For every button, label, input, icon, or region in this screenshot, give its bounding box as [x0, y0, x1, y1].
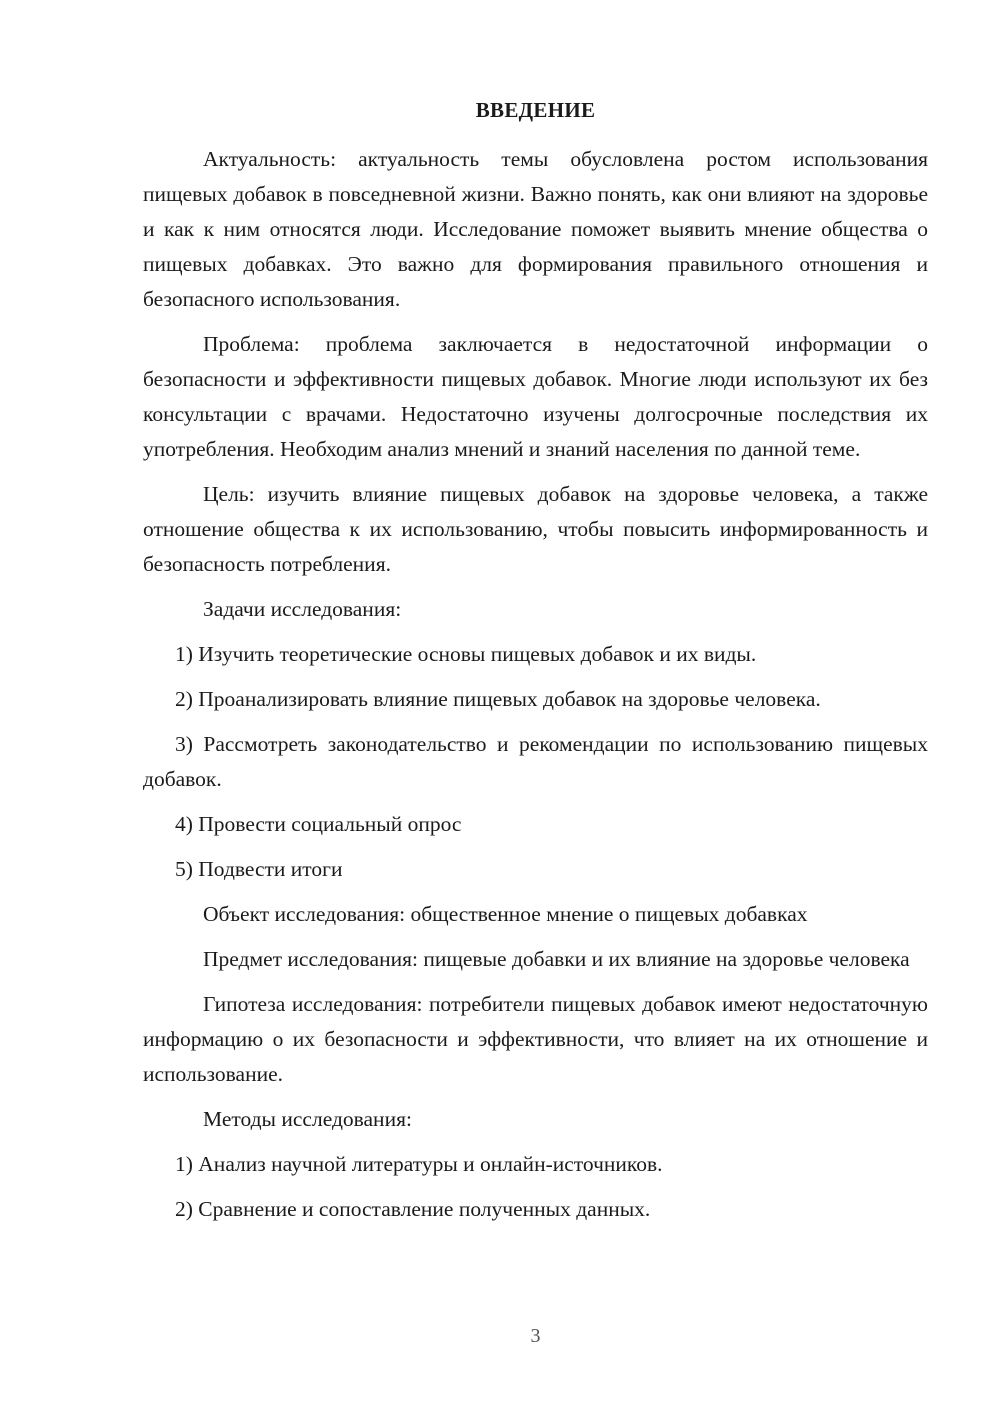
task-item-1: 1) Изучить теоретические основы пищевых добавок и их виды.: [175, 642, 757, 666]
method-item-1: 1) Анализ научной литературы и онлайн-источников.: [175, 1152, 663, 1176]
research-hypothesis: Гипотеза исследования: потребители пищевых добавок имеют недостаточную информацию о их безопасности и эффективности, что влияет на их отношение и использование.: [143, 992, 928, 1086]
document-page: [143, 0, 928, 1414]
task-item-2: 2) Проанализировать влияние пищевых добавок на здоровье человека.: [175, 687, 821, 711]
research-object: Объект исследования: общественное мнение о пищевых добавках: [203, 902, 808, 926]
task-item-3: 3) Рассмотреть законодательство и рекомендации по использованию пищевых добавок.: [143, 732, 928, 791]
task-item-4: 4) Провести социальный опрос: [175, 812, 462, 836]
page-number: 3: [530, 1325, 541, 1347]
page-title: ВВЕДЕНИЕ: [475, 98, 596, 122]
research-subject: Предмет исследования: пищевые добавки и их влияние на здоровье человека: [203, 947, 910, 971]
tasks-heading: Задачи исследования:: [203, 597, 402, 621]
methods-heading: Методы исследования:: [203, 1107, 412, 1131]
task-item-5: 5) Подвести итоги: [175, 857, 343, 881]
paragraph-relevance: Актуальность: актуальность темы обусловлена ростом использования пищевых добавок в повседневной жизни. Важно понять, как они влияют на здоровье и как к ним относятся люди. Исследование поможет выявить мнение общества о пищевых добавках. Это важно для формирования правильного отношения и безопасного использования.: [143, 147, 928, 311]
paragraph-problem: Проблема: проблема заключается в недостаточной информации о безопасности и эффективности пищевых добавок. Многие люди используют их без консультации с врачами. Недостаточно изучены долгосрочные последствия их употребления. Необходим анализ мнений и знаний населения по данной теме.: [143, 332, 928, 461]
paragraph-goal: Цель: изучить влияние пищевых добавок на здоровье человека, а также отношение общества к их использованию, чтобы повысить информированность и безопасность потребления.: [143, 482, 928, 576]
document-body: [143, 142, 928, 1237]
method-item-2: 2) Сравнение и сопоставление полученных данных.: [175, 1197, 651, 1221]
